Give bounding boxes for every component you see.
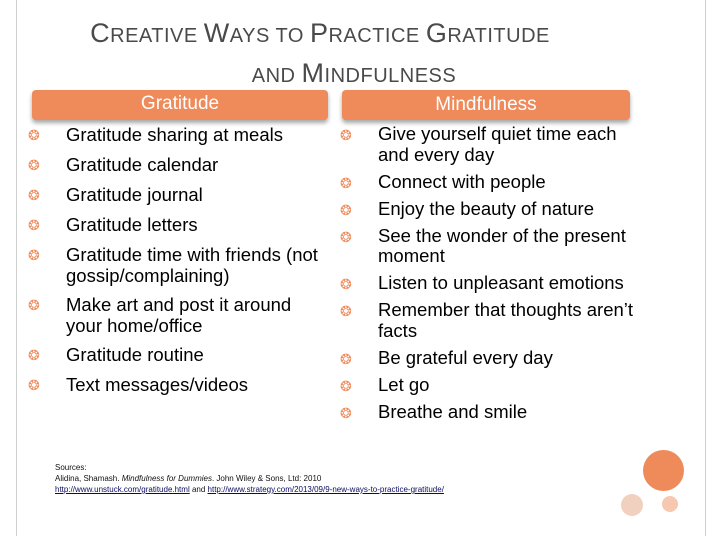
list-item: ❂ See the wonder of the present moment	[340, 224, 626, 266]
decorative-circle-large	[643, 450, 684, 491]
flower-bullet-icon: ❂	[28, 247, 40, 263]
flower-bullet-icon: ❂	[340, 404, 352, 421]
list-item: ❂ Gratitude journal	[28, 184, 203, 205]
gratitude-header: Gratitude	[32, 90, 328, 120]
flower-bullet-icon: ❂	[340, 377, 352, 394]
source-links: http://www.unstuck.com/gratitude.html and http://www.strategy.com/2013/09/9-new-ways-to-practice-gratitude/	[55, 485, 444, 494]
source-link-strategy[interactable]: http://www.strategy.com/2013/09/9-new-ways-to-practice-gratitude/	[207, 485, 444, 494]
flower-bullet-icon: ❂	[340, 350, 352, 367]
flower-bullet-icon: ❂	[340, 303, 352, 319]
flower-bullet-icon: ❂	[340, 201, 352, 218]
flower-bullet-icon: ❂	[28, 187, 40, 203]
list-item: ❂ Text messages/videos	[28, 374, 249, 395]
list-item: ❂ Gratitude sharing at meals	[28, 124, 283, 145]
list-item: ❂ Remember that thoughts aren’t facts	[340, 299, 634, 341]
flower-bullet-icon: ❂	[28, 297, 40, 313]
flower-bullet-icon: ❂	[28, 347, 40, 363]
flower-bullet-icon: ❂	[340, 276, 352, 292]
list-item: ❂ Enjoy the beauty of nature	[340, 197, 594, 219]
list-item: ❂ Be grateful every day	[340, 346, 553, 368]
list-item: ❂ Connect with people	[340, 170, 546, 192]
list-item: ❂ Breathe and smile	[340, 400, 528, 422]
flower-bullet-icon: ❂	[340, 228, 352, 245]
list-item: ❂ Give yourself quiet time each and every day	[340, 123, 617, 165]
slide-title-line-1: CREATIVE WAYS TO PRACTICE GRATITUDE	[90, 18, 550, 48]
flower-bullet-icon: ❂	[340, 127, 352, 143]
list-item: ❂ Gratitude time with friends (not gossip/complaining)	[28, 244, 318, 286]
flower-bullet-icon: ❂	[28, 377, 40, 393]
decorative-circle-small	[621, 494, 643, 516]
list-item: ❂ Gratitude calendar	[28, 154, 219, 175]
citation: Alidina, Shamash. Mindfulness for Dummies. John Wiley & Sons, Ltd: 2010	[55, 474, 322, 483]
flower-bullet-icon: ❂	[28, 217, 40, 233]
mindfulness-header: Mindfulness	[342, 90, 630, 120]
flower-bullet-icon: ❂	[340, 174, 352, 191]
mindfulness-list	[340, 124, 640, 429]
gratitude-list	[28, 124, 328, 404]
list-item: ❂ Let go	[340, 373, 430, 395]
flower-bullet-icon: ❂	[28, 127, 40, 143]
list-item: ❂ Gratitude routine	[28, 344, 204, 365]
list-item: ❂ Gratitude letters	[28, 214, 198, 235]
flower-bullet-icon: ❂	[28, 157, 40, 173]
sources-label: Sources:	[55, 463, 87, 472]
source-link-unstuck[interactable]: http://www.unstuck.com/gratitude.html	[55, 485, 190, 494]
sources-note	[55, 462, 645, 495]
decorative-circle-tiny	[662, 496, 678, 512]
list-item: ❂ Listen to unpleasant emotions	[340, 272, 624, 293]
list-item: ❂ Make art and post it around your home/office	[28, 294, 292, 336]
slide-title-line-2: AND MINDFULNESS	[251, 58, 457, 88]
